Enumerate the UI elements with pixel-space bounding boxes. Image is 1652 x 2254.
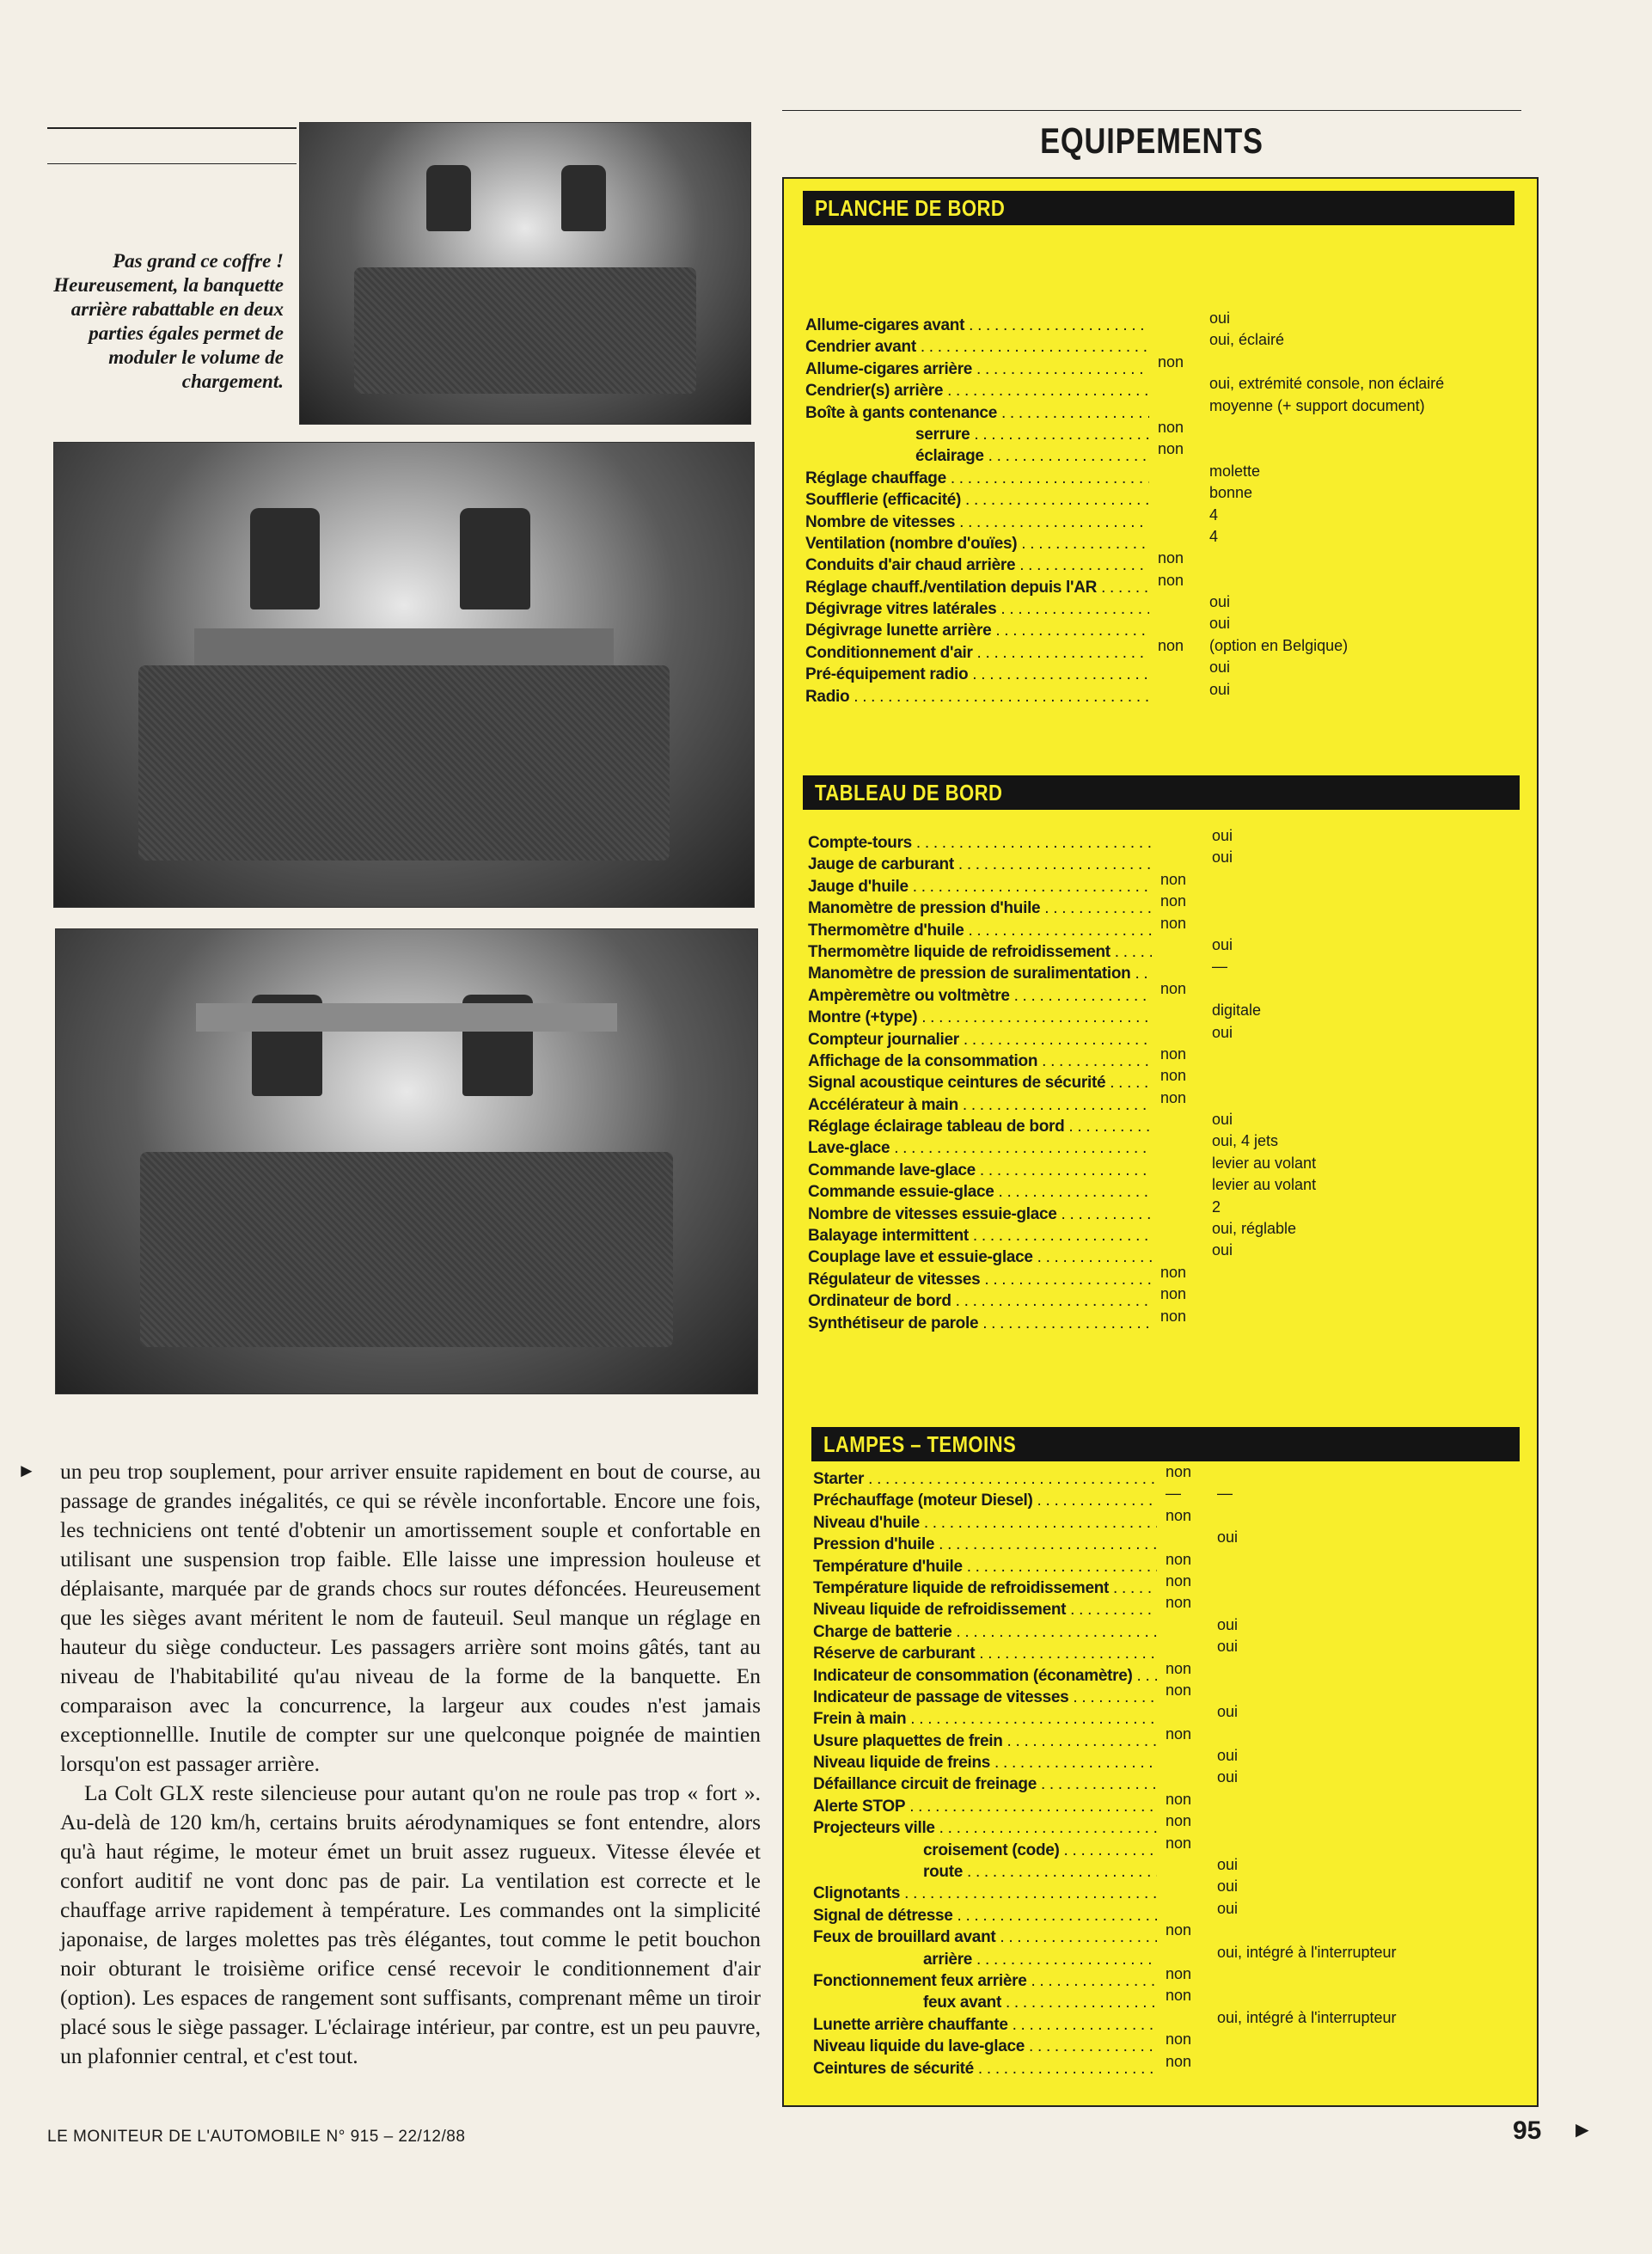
- equipment-value: oui: [1212, 1023, 1233, 1041]
- equipment-non: non: [1158, 571, 1184, 589]
- equipment-label: Ordinateur de bord . . .: [808, 1290, 1152, 1312]
- equipment-label: feux avant . . .: [813, 1992, 1157, 2013]
- body-paragraph-1: un peu trop souplement, pour arriver ensuite rapidement en bout de course, au passage de grandes inégalités, ce qui se révèle inconfortable. Encore une fois, les techniciens ont tenté d'obtenir un amortissement souple et confortable en utilisant une suspension trop faible. Elle laisse une impression houleuse et déplaisante, marquée par de grands chocs sur routes défoncées. Heureusement que les sièges avant méritent le nom de fauteuil. Seul manque un réglage en hauteur du siège conducteur. Les passagers arrière sont moins gâtés, tant au niveau de l'habitabilité qu'au niveau de la forme de la banquette. En comparaison avec la concurrence, la largeur aux coudes n'est jamais exceptionnellle. Inutile de compter sur une quelconque poignée de maintien lorsqu'on est passager arrière.: [60, 1459, 761, 1776]
- photo-trunk-3: [55, 928, 758, 1394]
- equipment-value: oui: [1217, 1877, 1239, 1896]
- equipment-label: Indicateur de passage de vitesses . . .: [813, 1687, 1157, 1708]
- equipment-label: Usure plaquettes de frein . . .: [813, 1730, 1157, 1752]
- equipment-non: non: [1160, 1088, 1187, 1106]
- equipment-value: moyenne (+ support document): [1209, 396, 1425, 414]
- equipment-non: non: [1158, 440, 1184, 458]
- equipment-label: Charge de batterie . . .: [813, 1621, 1157, 1643]
- equipment-non: non: [1166, 1681, 1192, 1699]
- equipment-non: non: [1160, 1285, 1187, 1303]
- equipment-label: Ventilation (nombre d'ouïes) . . .: [805, 533, 1149, 554]
- equipment-label: Signal de détresse . . .: [813, 1905, 1157, 1926]
- equipment-panel: [782, 177, 1539, 2107]
- equipment-value: oui, extrémité console, non éclairé: [1209, 375, 1445, 393]
- equipment-non: non: [1166, 1921, 1192, 1939]
- equipment-non: non: [1166, 1659, 1192, 1677]
- equipment-label: Ampèremètre ou voltmètre . . .: [808, 985, 1152, 1007]
- equipment-label: Indicateur de consommation (éconamètre) . . .: [813, 1665, 1157, 1687]
- equipment-label: Starter . . .: [813, 1468, 1157, 1490]
- equipment-non: non: [1158, 549, 1184, 567]
- section-heading-tableau: TABLEAU DE BORD: [803, 775, 1520, 810]
- equipment-non: non: [1166, 1594, 1192, 1612]
- equipment-value: levier au volant: [1212, 1176, 1317, 1194]
- equipment-label: Lave-glace . . .: [808, 1137, 1152, 1159]
- top-rule-left-2: [47, 163, 297, 164]
- equipment-value: (option en Belgique): [1209, 636, 1349, 654]
- equipment-value: oui: [1209, 615, 1231, 633]
- continuation-arrow-icon: ►: [17, 1460, 36, 1481]
- equipment-non: non: [1158, 636, 1184, 654]
- equipment-value: oui: [1217, 1638, 1239, 1656]
- equipment-non: non: [1166, 1550, 1192, 1568]
- equipment-value: 4: [1209, 505, 1219, 524]
- equipment-value: oui: [1217, 1856, 1239, 1874]
- top-rule-right: [782, 110, 1521, 111]
- equipment-value: levier au volant: [1212, 1154, 1317, 1172]
- equipment-non: non: [1160, 979, 1187, 997]
- equipment-label: Jauge de carburant . . .: [808, 854, 1152, 875]
- equipment-label: Dégivrage lunette arrière . . .: [805, 620, 1149, 641]
- equipment-non: non: [1160, 1044, 1187, 1063]
- equipment-value: oui: [1217, 1768, 1239, 1786]
- equipment-label: Thermomètre liquide de refroidissement . . .: [808, 941, 1152, 963]
- equipment-label: Boîte à gants contenance . . .: [805, 402, 1149, 424]
- equipment-non: non: [1166, 1571, 1192, 1589]
- photo-trunk-2: [53, 442, 755, 908]
- equipment-non: non: [1166, 1724, 1192, 1743]
- equipment-label: Projecteurs ville . . .: [813, 1817, 1157, 1839]
- equipment-label: Pression d'huile . . .: [813, 1534, 1157, 1555]
- equipment-label: Allume-cigares avant . . .: [805, 315, 1149, 336]
- equipment-value: oui: [1212, 848, 1233, 867]
- equipment-value: —: [1212, 958, 1227, 976]
- equipment-label: Jauge d'huile . . .: [808, 876, 1152, 897]
- equipment-label: Nombre de vitesses . . .: [805, 511, 1149, 533]
- equipment-label: éclairage . . .: [805, 445, 1149, 467]
- equipment-non: non: [1166, 1964, 1192, 1982]
- equipment-value: oui: [1217, 1528, 1239, 1547]
- equipment-label: Radio . . .: [805, 686, 1149, 707]
- equipment-label: Préchauffage (moteur Diesel) . . .: [813, 1490, 1157, 1511]
- equipment-non: non: [1166, 1463, 1192, 1480]
- equipment-value: oui: [1217, 1703, 1239, 1721]
- equipment-non: non: [1160, 1263, 1187, 1281]
- equipment-value: oui, intégré à l'interrupteur: [1217, 2008, 1397, 2026]
- equipment-label: Lunette arrière chauffante . . .: [813, 2014, 1157, 2036]
- equipment-label: Commande essuie-glace . . .: [808, 1181, 1152, 1203]
- equipment-label: Feux de brouillard avant . . .: [813, 1926, 1157, 1948]
- equipment-label: Accélérateur à main . . .: [808, 1094, 1152, 1116]
- section-heading-planche: PLANCHE DE BORD: [803, 191, 1514, 225]
- equipment-non: non: [1158, 418, 1184, 436]
- equipment-label: Balayage intermittent . . .: [808, 1225, 1152, 1246]
- equipment-value: oui, réglable: [1212, 1220, 1297, 1238]
- equipment-label: Conditionnement d'air . . .: [805, 642, 1149, 664]
- equipment-non: non: [1158, 352, 1184, 371]
- equipment-label: arrière . . .: [813, 1949, 1157, 1970]
- photo-caption: Pas grand ce coffre ! Heureusement, la banquette arrière rabattable en deux parties égales permet de moduler le volume de chargement.: [53, 250, 284, 392]
- equipment-label: Affichage de la consommation . . .: [808, 1050, 1152, 1072]
- footer-publication: LE MONITEUR DE L'AUTOMOBILE N° 915 – 22/12/88: [47, 2128, 466, 2146]
- equipment-label: Réglage chauffage . . .: [805, 468, 1149, 489]
- equipment-label: Fonctionnement feux arrière . . .: [813, 1970, 1157, 1992]
- equipment-label: Réserve de carburant . . .: [813, 1643, 1157, 1664]
- equipment-non: non: [1166, 1790, 1192, 1808]
- equipment-non: —: [1166, 1485, 1181, 1503]
- equipment-value: —: [1217, 1485, 1233, 1503]
- equipment-non: non: [1160, 914, 1187, 932]
- photo-trunk-1: [299, 122, 751, 425]
- equipment-label: Alerte STOP . . .: [813, 1796, 1157, 1817]
- equipment-non: non: [1166, 1834, 1192, 1852]
- equipment-label: Commande lave-glace . . .: [808, 1160, 1152, 1181]
- equipment-label: Température liquide de refroidissement . . .: [813, 1577, 1157, 1599]
- equipment-label: Réglage chauff./ventilation depuis l'AR . . .: [805, 577, 1149, 598]
- equipment-label: Thermomètre d'huile . . .: [808, 920, 1152, 941]
- equipment-label: Conduits d'air chaud arrière . . .: [805, 554, 1149, 576]
- equipment-label: Niveau liquide de refroidissement . . .: [813, 1599, 1157, 1620]
- next-page-arrow-icon: ►: [1571, 2116, 1594, 2142]
- equipment-label: Synthétiseur de parole . . .: [808, 1313, 1152, 1334]
- equipment-label: Allume-cigares arrière . . .: [805, 358, 1149, 380]
- body-paragraph-2: La Colt GLX reste silencieuse pour autant qu'on ne roule pas trop « fort ». Au-delà de 120 km/h, certains bruits aérodynamiques se font entendre, alors qu'à haut régime, le moteur émet un bruit assez rugueux. Vitesse élevée et confort auditif ne vont donc pas de pair. La ventilation est correcte et le chauffage arrive rapidement à température. Les commandes ont la simplicité japonaise, de larges molettes pas très élégantes, tout comme le petit bouchon noir obturant le troisième orifice censé recevoir le conditionnement d'air (option). Les espaces de rangement sont suffisants, comprenant même un tiroir placé sous le siège passager. L'éclairage intérieur, par contre, est un peu pauvre, un plafonnier central, et c'est tout.: [60, 1780, 761, 2068]
- equipment-non: non: [1160, 892, 1187, 910]
- top-rule-left: [47, 127, 297, 129]
- equipment-value: oui, éclairé: [1209, 331, 1285, 349]
- equipment-label: Manomètre de pression de suralimentation . . .: [808, 963, 1152, 984]
- equipment-label: Nombre de vitesses essuie-glace . . .: [808, 1204, 1152, 1225]
- equipment-value: oui: [1209, 309, 1231, 327]
- equipment-value: oui: [1212, 935, 1233, 953]
- equipment-label: Signal acoustique ceintures de sécurité . . .: [808, 1072, 1152, 1093]
- equipment-value: oui, intégré à l'interrupteur: [1217, 1943, 1397, 1961]
- equipment-label: Manomètre de pression d'huile . . .: [808, 897, 1152, 919]
- equipment-value: oui: [1217, 1747, 1239, 1765]
- equipment-label: Température d'huile . . .: [813, 1556, 1157, 1577]
- equipment-value: oui: [1209, 658, 1231, 677]
- equipment-non: non: [1166, 1987, 1192, 2005]
- equipment-value: molette: [1209, 462, 1261, 480]
- equipment-label: Régulateur de vitesses . . .: [808, 1269, 1152, 1290]
- equipment-label: Dégivrage vitres latérales . . .: [805, 598, 1149, 620]
- equipment-label: serrure . . .: [805, 424, 1149, 445]
- equipment-label: Clignotants . . .: [813, 1883, 1157, 1904]
- equipment-label: Niveau liquide du lave-glace . . .: [813, 2036, 1157, 2057]
- equipment-label: Ceintures de sécurité . . .: [813, 2058, 1157, 2079]
- equipment-value: digitale: [1212, 1001, 1262, 1020]
- equipment-value: 2: [1212, 1197, 1221, 1216]
- article-body: [60, 1457, 761, 2071]
- equipment-label: Niveau liquide de freins . . .: [813, 1752, 1157, 1773]
- equipment-value: oui: [1212, 827, 1233, 844]
- equipment-label: Frein à main . . .: [813, 1708, 1157, 1730]
- equipment-value: 4: [1209, 527, 1219, 545]
- page-number: 95: [1513, 2116, 1542, 2145]
- equipment-non: non: [1166, 2030, 1192, 2049]
- equipment-value: oui: [1212, 1241, 1233, 1259]
- equipment-non: non: [1160, 1067, 1187, 1085]
- equipment-value: oui: [1217, 1615, 1239, 1633]
- equipment-label: Compteur journalier . . .: [808, 1029, 1152, 1050]
- equipment-label: Couplage lave et essuie-glace . . .: [808, 1246, 1152, 1268]
- equipements-title: EQUIPEMENTS: [1040, 120, 1263, 161]
- equipment-non: non: [1166, 2052, 1192, 2070]
- equipment-label: Défaillance circuit de freinage . . .: [813, 1773, 1157, 1795]
- section-heading-lampes: LAMPES – TEMOINS: [811, 1427, 1520, 1461]
- equipment-non: non: [1160, 870, 1187, 888]
- equipment-label: Pré-équipement radio . . .: [805, 664, 1149, 685]
- equipment-value: oui, 4 jets: [1212, 1132, 1279, 1150]
- equipment-non: non: [1166, 1812, 1192, 1830]
- equipment-label: Cendrier avant . . .: [805, 336, 1149, 358]
- equipment-label: Niveau d'huile . . .: [813, 1512, 1157, 1534]
- equipment-label: Réglage éclairage tableau de bord . . .: [808, 1116, 1152, 1137]
- equipment-label: Cendrier(s) arrière . . .: [805, 380, 1149, 401]
- equipment-label: Montre (+type) . . .: [808, 1007, 1152, 1028]
- equipment-label: Soufflerie (efficacité) . . .: [805, 489, 1149, 511]
- equipment-label: route . . .: [813, 1861, 1157, 1883]
- equipment-label: croisement (code) . . .: [813, 1840, 1157, 1861]
- equipment-value: oui: [1209, 593, 1231, 611]
- equipment-label: Compte-tours . . .: [808, 832, 1152, 854]
- equipment-value: oui: [1209, 680, 1231, 698]
- equipment-value: bonne: [1209, 484, 1253, 502]
- equipment-non: non: [1160, 1307, 1187, 1325]
- equipment-value: oui: [1217, 1899, 1239, 1917]
- equipment-non: non: [1166, 1506, 1192, 1524]
- equipment-value: oui: [1212, 1111, 1233, 1129]
